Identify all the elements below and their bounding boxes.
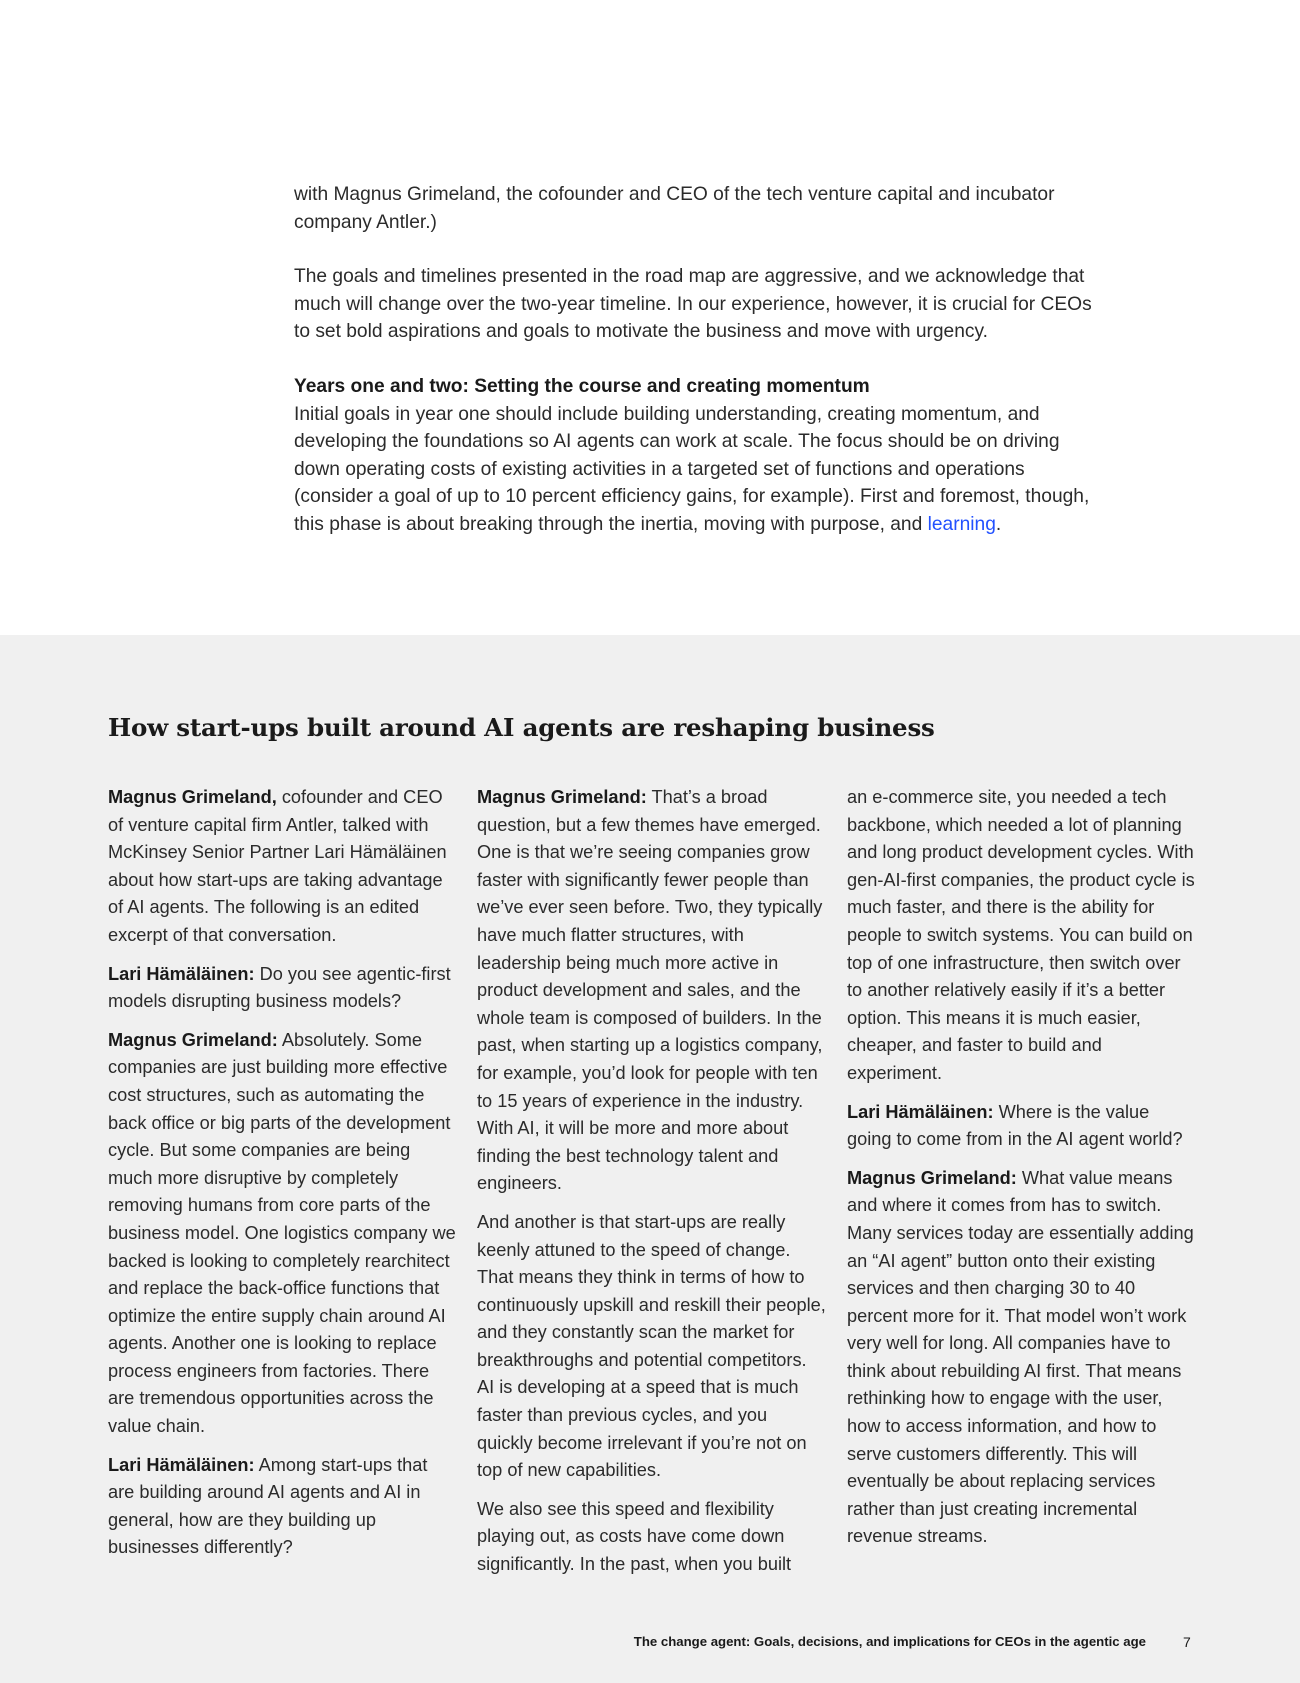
interview-paragraph <box>108 784 458 950</box>
speaker-name: Magnus Grimeland: <box>477 787 647 807</box>
sidebar-column-3 <box>847 784 1197 1562</box>
sidebar-column-1 <box>108 784 458 1573</box>
page-number: 7 <box>1183 1634 1191 1650</box>
interview-paragraph <box>108 1452 458 1562</box>
section-body-end: . <box>995 513 1002 535</box>
speaker-name: Lari Hämäläinen: <box>108 1454 255 1475</box>
paragraph-text: Where is the value going to come from in the AI agent world? <box>847 1101 1183 1150</box>
interview-paragraph <box>108 1027 458 1441</box>
paragraph-text: Do you see agentic-first models disrupting business models? <box>108 963 451 1012</box>
section-body <box>294 401 1094 539</box>
speaker-name: Magnus Grimeland, <box>108 787 277 807</box>
paragraph-text: Absolutely. Some companies are just building more effective cost structures, such as automating the back office or big parts of the development cycle. But some companies are being much more disruptive by completely removing humans from core parts of the business model. One logistics company we backed is looking to completely rearchitect and replace the back-office functions that optimize the entire supply chain around AI agents. Another one is looking to replace process engineers from factories. There are tremendous opportunities across the value chain. <box>108 1029 456 1437</box>
interview-paragraph <box>847 1165 1197 1551</box>
intro-continuation: with Magnus Grimeland, the cofounder and CEO of the tech venture capital and incubator company Antler.) <box>294 184 1055 233</box>
interview-paragraph <box>108 961 458 1016</box>
speaker-name: Lari Hämäläinen: <box>108 963 255 984</box>
section-body-text: Initial goals in year one should include building understanding, creating momentum, and developing the foundations so AI agents can work at scale. The focus should be on driving down operating costs of existing activities in a targeted set of functions and operations (consider a goal of up to 10 percent efficiency gains, for example). First and foremost, though, this phase is about breaking through the inertia, moving with purpose, and <box>294 403 1090 535</box>
interview-paragraph <box>477 1496 827 1579</box>
paragraph-text: cofounder and CEO of venture capital firm Antler, talked with McKinsey Senior Partner Lari Hämäläinen about how start-ups are taking advantage of AI agents. The following is an edited excerpt of that conversation. <box>108 787 447 945</box>
page-footer <box>0 1634 1300 1654</box>
interview-paragraph <box>477 1209 827 1485</box>
paragraph-text: We also see this speed and flexibility playing out, as costs have come down significantly. In the past, when you built <box>477 1498 792 1575</box>
paragraph-text: Among start-ups that are building around AI agents and AI in general, how are they building up businesses differently? <box>108 1454 428 1558</box>
paragraph-text: That’s a broad question, but a few themes have emerged. One is that we’re seeing companies grow faster with significantly fewer people than we’ve ever seen before. Two, they typically have much flatter structures, with leadership being much more active in product development and sales, and the whole team is composed of builders. In the past, when starting up a logistics company, for example, you’d look for people with ten to 15 years of experience in the industry. With AI, it will be more and more about finding the best technology talent and engineers. <box>477 787 823 1194</box>
paragraph-text: What value means and where it comes from has to switch. Many services today are essentially adding an “AI agent” button onto their existing services and then charging 30 to 40 percent more for it. That model won’t work very well for long. All companies have to think about rebuilding AI first. That means rethinking how to engage with the user, how to access information, and how to serve customers differently. This will eventually be about replacing services rather than just creating incremental revenue streams. <box>847 1167 1194 1547</box>
sidebar-column-2 <box>477 784 827 1590</box>
section-heading: Years one and two: Setting the course and creating momentum <box>294 375 870 397</box>
interview-paragraph <box>477 784 827 1198</box>
footer-title: The change agent: Goals, decisions, and implications for CEOs in the agentic age <box>633 1634 1146 1649</box>
speaker-name: Lari Hämäläinen: <box>847 1101 994 1122</box>
learning-link[interactable]: learning <box>927 513 996 535</box>
paragraph-text: an e-commerce site, you needed a tech backbone, which needed a lot of planning and long product development cycles. With gen-AI-first companies, the product cycle is much faster, and there is the ability for people to switch systems. You can build on top of one infrastructure, then switch over to another relatively easily if it’s a better option. This means it is much easier, cheaper, and faster to build and experiment. <box>847 787 1195 1083</box>
article-body <box>294 181 1094 566</box>
interview-paragraph <box>847 784 1197 1088</box>
intro-paragraph: The goals and timelines presented in the road map are aggressive, and we acknowledge that much will change over the two-year timeline. In our experience, however, it is crucial for CEOs to set bold aspirations and goals to motivate the business and move with urgency. <box>294 266 1092 343</box>
speaker-name: Magnus Grimeland: <box>108 1029 278 1050</box>
sidebar-title: How start-ups built around AI agents are reshaping business <box>108 713 935 742</box>
speaker-name: Magnus Grimeland: <box>847 1167 1017 1188</box>
interview-paragraph <box>847 1099 1197 1154</box>
paragraph-text: And another is that start-ups are really keenly attuned to the speed of change. That means they think in terms of how to continuously upskill and reskill their people, and they constantly scan the market for breakthroughs and potential competitors. AI is developing at a speed that is much faster than previous cycles, and you quickly become irrelevant if you’re not on top of new capabilities. <box>477 1211 826 1481</box>
